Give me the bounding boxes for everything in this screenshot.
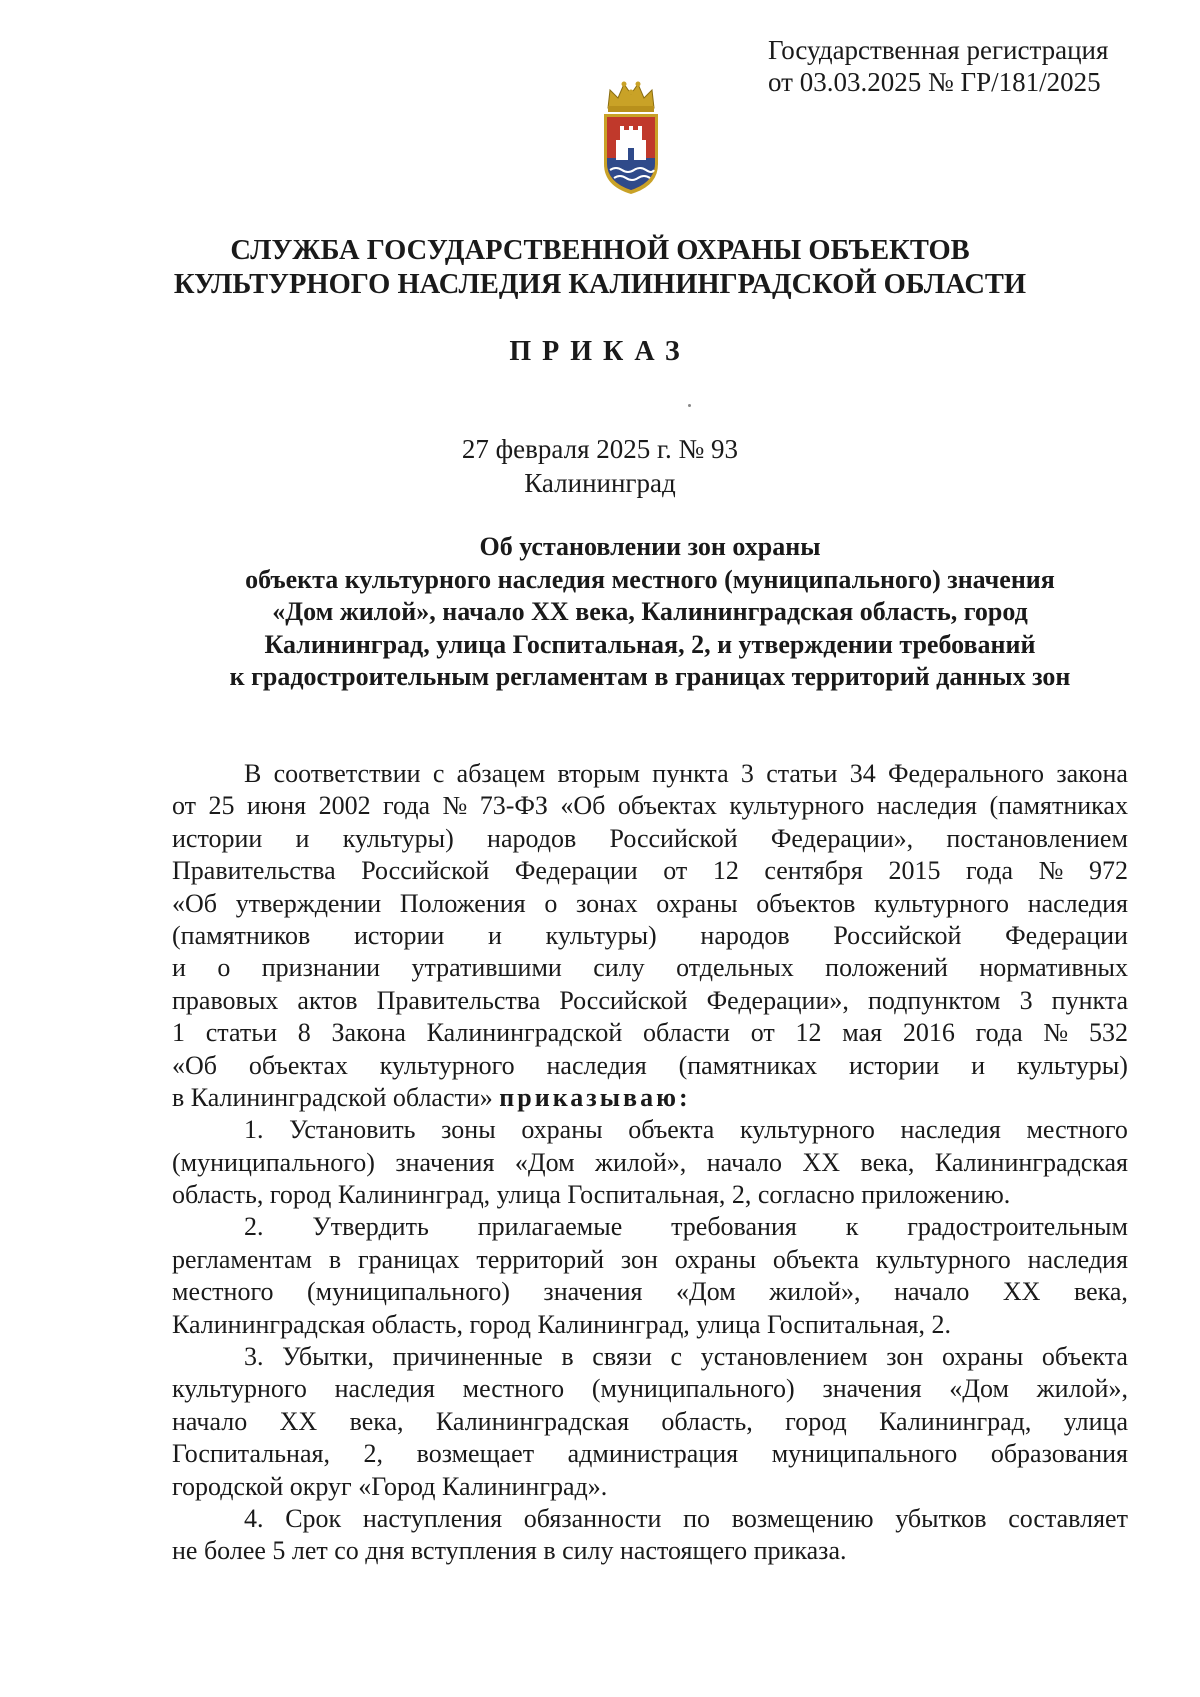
preamble-last-text: в Калининградской области» — [172, 1082, 493, 1112]
word: с — [670, 1342, 683, 1372]
body-line — [172, 1438, 1128, 1470]
word: составляет — [1008, 1503, 1128, 1533]
word: о — [217, 953, 231, 983]
word: закона — [1056, 759, 1128, 788]
word: о — [544, 888, 558, 918]
word: от — [663, 856, 688, 886]
body-line — [172, 1017, 1128, 1049]
word: значения — [395, 1147, 495, 1177]
subject-line: Об установлении зон охраны — [479, 532, 821, 561]
word: года — [383, 791, 431, 821]
body-line — [172, 790, 1128, 822]
item-3-last: городской округ «Город Калининград». — [172, 1471, 608, 1501]
word: истории — [354, 920, 445, 950]
word: местного — [172, 1277, 274, 1307]
word: 2, — [363, 1439, 384, 1469]
body-line — [172, 1211, 1128, 1243]
order-city: Калининград — [524, 468, 676, 498]
word: (муниципального) — [591, 1374, 795, 1404]
word: охраны — [656, 888, 738, 918]
word: администрация — [567, 1439, 739, 1469]
word: истории — [172, 823, 263, 853]
word: 1 — [172, 1018, 185, 1048]
word: пункта — [652, 759, 729, 788]
word: культурного — [172, 1374, 307, 1404]
word: улица — [1063, 1406, 1128, 1436]
word: 972 — [1089, 856, 1128, 886]
word: охраны — [674, 1244, 757, 1274]
body-line — [172, 1503, 1128, 1535]
word: постановлением — [946, 823, 1128, 853]
body-line — [172, 920, 1128, 952]
word: века, — [349, 1406, 404, 1436]
word: прилагаемые — [477, 1212, 623, 1242]
order-dateline — [0, 432, 1200, 500]
word: от — [172, 791, 197, 821]
word: значения — [822, 1374, 922, 1404]
word: требования — [671, 1212, 797, 1242]
word: культуры) — [342, 823, 454, 853]
word: объектах — [248, 1050, 348, 1080]
word: утверждении — [235, 888, 382, 918]
body-line — [172, 1341, 1128, 1373]
word: XX — [802, 1147, 841, 1177]
word: нормативных — [979, 953, 1128, 983]
word: связи — [592, 1342, 652, 1372]
word: объекта — [772, 1244, 859, 1274]
word: область, — [661, 1406, 753, 1436]
word: жилой», — [1036, 1374, 1128, 1404]
word: начало — [706, 1147, 782, 1177]
word: года — [966, 856, 1014, 886]
order-subject — [180, 531, 1120, 694]
word: возмещению — [731, 1503, 874, 1533]
registration-line-2: от 03.03.2025 № ГР/181/2025 — [768, 67, 1101, 97]
word: зон — [886, 1342, 924, 1372]
word: подпунктом — [867, 985, 1001, 1015]
word: «Дом — [949, 1374, 1009, 1404]
word: Закона — [331, 1018, 406, 1048]
word: 4. — [244, 1503, 264, 1533]
word: и — [971, 1050, 985, 1080]
word: 532 — [1088, 1018, 1128, 1048]
word: (памятниках — [989, 791, 1128, 821]
word: местного — [462, 1374, 565, 1404]
word: 25 — [208, 791, 235, 821]
word: Федерации — [514, 856, 638, 886]
word: XX — [279, 1406, 318, 1436]
word: обязанности — [523, 1503, 662, 1533]
word: 2016 — [902, 1018, 955, 1048]
word: № — [1043, 1018, 1069, 1048]
word: градостроительным — [907, 1212, 1128, 1242]
word: Установить — [289, 1115, 416, 1145]
word: Федерации», — [770, 823, 914, 853]
word: Российской — [833, 920, 962, 950]
agency-name — [0, 234, 1200, 302]
word: положений — [825, 953, 948, 983]
word: правовых — [172, 985, 279, 1015]
word: и — [295, 823, 310, 853]
word: зон — [620, 1244, 658, 1274]
word: июня — [246, 791, 307, 821]
word: № — [442, 791, 468, 821]
word: Убытки, — [282, 1342, 375, 1372]
word: Российской — [559, 985, 688, 1015]
word: возмещает — [416, 1439, 535, 1469]
word: Российской — [361, 856, 490, 886]
body-line — [172, 1373, 1128, 1405]
registration-line-1: Государственная регистрация — [768, 35, 1109, 65]
item-4-last: не более 5 лет со дня вступления в силу настоящего приказа. — [172, 1536, 847, 1566]
kaliningrad-coat-of-arms-icon — [600, 78, 662, 196]
word: 3 — [1019, 985, 1033, 1015]
body-line — [172, 823, 1128, 855]
word: «Об — [172, 1050, 218, 1080]
word: 3 — [740, 759, 754, 788]
word: объекта — [1041, 1342, 1128, 1372]
word: 2015 — [888, 856, 941, 886]
word: признании — [261, 953, 381, 983]
word: объектах — [617, 791, 717, 821]
word: значения — [543, 1277, 643, 1307]
word: 12 — [712, 856, 739, 886]
word: границах — [357, 1244, 460, 1274]
body-line — [172, 855, 1128, 887]
order-body — [172, 758, 1128, 1568]
word: к — [845, 1212, 859, 1242]
word: наследия — [546, 1050, 647, 1080]
word: 34 — [849, 759, 876, 788]
word: охраны — [941, 1342, 1024, 1372]
word: Федерации», — [706, 985, 849, 1015]
word: утратившими — [411, 953, 562, 983]
word: В — [244, 759, 262, 788]
word: века, — [860, 1147, 915, 1177]
word: Калининград, — [879, 1406, 1032, 1436]
word: отдельных — [676, 953, 794, 983]
word: начало — [172, 1406, 248, 1436]
body-line — [172, 1114, 1128, 1146]
word: истории — [848, 1050, 940, 1080]
word: жилой», — [769, 1277, 861, 1307]
word: по — [683, 1503, 711, 1533]
word: Госпитальная, — [172, 1439, 330, 1469]
word: 8 — [297, 1018, 311, 1048]
word: сентября — [764, 856, 863, 886]
subject-line: «Дом жилой», начало XX века, Калининградская область, город — [272, 597, 1028, 626]
agency-name-line-1: СЛУЖБА ГОСУДАРСТВЕННОЙ ОХРАНЫ ОБЪЕКТОВ — [230, 235, 970, 266]
word: и — [488, 920, 502, 950]
scan-speck — [688, 404, 691, 407]
word: от — [750, 1018, 775, 1048]
item-1-last: область, город Калининград, улица Госпитальная, 2, согласно приложению. — [172, 1180, 1011, 1210]
word: абзацем — [456, 759, 546, 788]
body-line — [172, 758, 1128, 790]
word: зоны — [441, 1115, 496, 1145]
word: «Дом — [514, 1147, 575, 1177]
word: наследия — [1027, 888, 1128, 918]
word: Правительства — [172, 856, 336, 886]
word: Калининградская — [435, 1406, 630, 1436]
word: № — [1038, 856, 1064, 886]
word: муниципального — [771, 1439, 958, 1469]
word: 73-ФЗ — [479, 791, 548, 821]
word: 2002 — [318, 791, 371, 821]
word: Федерации — [1005, 920, 1128, 950]
word: статьи — [766, 759, 838, 788]
word: культурного — [874, 888, 1009, 918]
registration-stamp — [768, 34, 1168, 98]
word: жилой», — [595, 1147, 687, 1177]
word: (муниципального) — [172, 1147, 375, 1177]
item-2-last: Калининградская область, город Калининград, улица Госпитальная, 2. — [172, 1309, 951, 1339]
body-line — [172, 985, 1128, 1017]
word: причиненные — [392, 1342, 543, 1372]
word: народов — [487, 823, 577, 853]
word: 3. — [244, 1342, 264, 1372]
word: наследия — [876, 791, 978, 821]
word: XX — [1002, 1277, 1041, 1307]
word: 12 — [795, 1018, 822, 1048]
word: вторым — [557, 759, 641, 788]
order-date-number: 27 февраля 2025 г. № 93 — [461, 434, 739, 464]
word: статьи — [205, 1018, 277, 1048]
word: Федерального — [888, 759, 1045, 788]
word: охраны — [521, 1115, 603, 1145]
word: местного — [1026, 1115, 1128, 1145]
word: установлением — [700, 1342, 868, 1372]
word: территорий — [476, 1244, 605, 1274]
word: года — [975, 1018, 1023, 1048]
word: культурного — [739, 1115, 875, 1145]
word: актов — [297, 985, 358, 1015]
agency-name-line-2: КУЛЬТУРНОГО НАСЛЕДИЯ КАЛИНИНГРАДСКОЙ ОБЛАСТИ — [173, 269, 1027, 300]
word: культурного — [875, 1244, 1011, 1274]
body-line — [172, 1471, 1128, 1503]
orders-word: приказываю: — [499, 1082, 691, 1112]
body-line — [172, 1309, 1128, 1341]
word: Правительства — [376, 985, 541, 1015]
body-line — [172, 952, 1128, 984]
word: области — [643, 1018, 730, 1048]
word: Срок — [285, 1503, 342, 1533]
word: наследия — [900, 1115, 1001, 1145]
word: народов — [700, 920, 790, 950]
word: начало — [894, 1277, 970, 1307]
word: (муниципального) — [307, 1277, 510, 1307]
word: (памятниках — [678, 1050, 818, 1080]
body-line — [172, 1535, 1128, 1567]
word: с — [432, 759, 445, 788]
word: Калининградской — [426, 1018, 623, 1048]
word: зонах — [576, 888, 638, 918]
subject-line: к градостроительным регламентам в границах территорий данных зон — [229, 662, 1071, 691]
word: объектов — [756, 888, 856, 918]
word: наследия — [1027, 1244, 1128, 1274]
word: культурного — [379, 1050, 515, 1080]
word: в — [561, 1342, 574, 1372]
word: культуры) — [545, 920, 657, 950]
body-line — [172, 1147, 1128, 1179]
word: 1. — [244, 1115, 264, 1145]
word: в — [328, 1244, 342, 1274]
body-line — [172, 1179, 1128, 1211]
word: культурного — [729, 791, 865, 821]
word: и — [172, 953, 186, 983]
word: «Дом — [676, 1277, 736, 1307]
body-line — [172, 1244, 1128, 1276]
word: образования — [990, 1439, 1128, 1469]
body-line — [172, 888, 1128, 920]
word: мая — [842, 1018, 883, 1048]
body-line — [172, 1276, 1128, 1308]
body-line — [172, 1082, 1128, 1114]
word: силу — [593, 953, 645, 983]
word: «Об — [560, 791, 606, 821]
word: культуры) — [1016, 1050, 1128, 1080]
word: «Об — [172, 888, 218, 918]
word: соответствии — [273, 759, 421, 788]
word: Положения — [399, 888, 526, 918]
word: Утвердить — [312, 1212, 429, 1242]
word: наступления — [362, 1503, 503, 1533]
word: наследия — [334, 1374, 435, 1404]
word: (памятников — [172, 920, 311, 950]
word: пункта — [1051, 985, 1128, 1015]
subject-line: объекта культурного наследия местного (муниципального) значения — [245, 564, 1055, 594]
word: регламентам — [172, 1244, 312, 1274]
body-line — [172, 1406, 1128, 1438]
word: город — [785, 1406, 847, 1436]
word: века, — [1073, 1277, 1128, 1307]
word: 2. — [244, 1212, 264, 1242]
order-title: ПРИКАЗ — [509, 336, 691, 367]
word: Российской — [609, 823, 738, 853]
word: объекта — [628, 1115, 715, 1145]
body-line — [172, 1050, 1128, 1082]
word: Калининградская — [934, 1147, 1128, 1177]
word: убытков — [895, 1503, 987, 1533]
subject-line: Калининград, улица Госпитальная, 2, и утверждении требований — [264, 629, 1036, 659]
